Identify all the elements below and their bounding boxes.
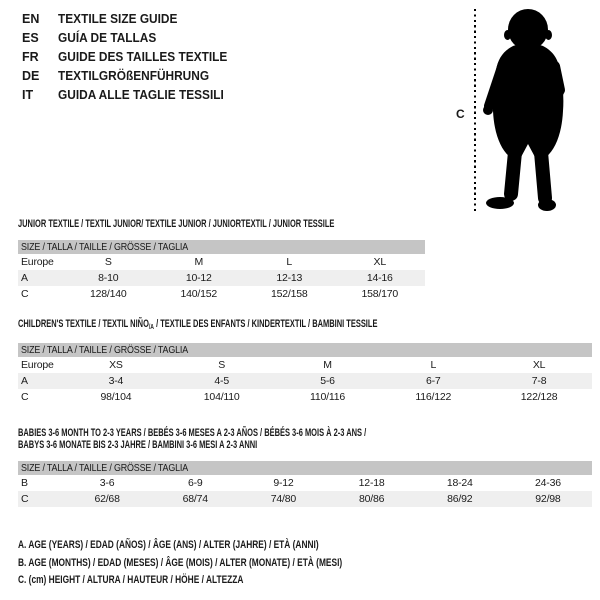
size-header-bar [18, 343, 592, 357]
row-cell: M [323, 359, 332, 371]
row-cell: 104/110 [203, 391, 240, 403]
row-cell: 18-24 [446, 477, 473, 489]
table-title: BABIES 3-6 MONTH TO 2-3 YEARS / BEBÉS 3-6 MESES A 2-3 AÑOS / BÉBÉS 3-6 MOIS À 2-3 ANS / BABYS 3-6 MONATE BIS 2-3 JAHRE / BAMBINI 3-6 MESI A 2-3 ANNI [18, 427, 367, 451]
row-cell: 3-4 [108, 375, 124, 387]
height-dotted-line [474, 9, 476, 211]
row-label: C [21, 391, 29, 403]
row-cell: S [218, 359, 226, 371]
row-label: Europe [21, 256, 54, 268]
row-cell: 5-6 [320, 375, 335, 387]
row-cell: 140/152 [180, 288, 218, 300]
row-cell: M [194, 256, 204, 268]
legend-line: B. AGE (MONTHS) / EDAD (MESES) / ÂGE (MOIS) / ALTER (MONATE) / ETÀ (MESI) [18, 556, 343, 569]
legend-line: C. (cm) HEIGHT / ALTURA / HAUTEUR / HÖHE / ALTEZZA [18, 574, 244, 586]
row-cell: 92/98 [535, 493, 561, 505]
language-title: TEXTILGRÖßENFÜHRUNG [58, 69, 210, 83]
language-title: GUÍA DE TALLAS [58, 31, 157, 45]
language-code: FR [22, 50, 39, 64]
size-header-label: SIZE / TALLA / TAILLE / GRÖSSE / TAGLIA [21, 344, 188, 356]
language-row [22, 10, 236, 29]
size-table-block [18, 318, 592, 405]
row-cell: 12-18 [358, 477, 385, 489]
row-cell: 110/116 [309, 391, 345, 403]
row-cell: 128/140 [89, 288, 127, 300]
row-cell: 74/80 [270, 493, 297, 505]
size-table [18, 343, 592, 405]
row-cell: S [104, 256, 112, 268]
table-row [18, 254, 425, 270]
language-title: GUIDA ALLE TAGLIE TESSILI [58, 88, 224, 102]
row-cell: 122/128 [520, 391, 558, 403]
tables-area [18, 218, 592, 590]
size-header-label: SIZE / TALLA / TAILLE / GRÖSSE / TAGLIA [21, 241, 188, 253]
table-title: CHILDREN'S TEXTILE / TEXTIL $NIÑO_{/A}$ / TEXTILE DES ENFANTS / KINDERTEXTIL / BAMBINI TESSILE [18, 318, 378, 331]
language-code: IT [22, 88, 34, 102]
row-label: B [21, 477, 28, 489]
language-code: EN [22, 12, 40, 26]
table-row [18, 389, 592, 405]
table-row [18, 357, 592, 373]
row-cell: 4-5 [214, 375, 229, 387]
row-cell: 8-10 [98, 272, 119, 284]
legend [18, 537, 592, 590]
size-header-bar [18, 461, 592, 475]
row-cell: 7-8 [531, 375, 547, 387]
row-cell: 9-12 [273, 477, 294, 489]
row-cell: 6-7 [426, 375, 441, 387]
row-cell: 14-16 [366, 272, 393, 284]
row-cell: L [430, 359, 437, 371]
row-cell: 3-6 [99, 477, 115, 489]
row-cell: 116/122 [415, 391, 452, 403]
table-title: JUNIOR TEXTILE / TEXTIL JUNIOR/ TEXTILE JUNIOR / JUNIORTEXTIL / JUNIOR TESSILE [18, 218, 335, 230]
row-cell: 10-12 [185, 272, 212, 284]
table-row [18, 373, 592, 389]
row-cell: 12-13 [276, 272, 303, 284]
table-row [18, 475, 592, 491]
language-code: ES [22, 31, 39, 45]
row-cell: 98/104 [100, 391, 132, 403]
row-label: A [21, 272, 28, 284]
row-cell: L [286, 256, 293, 268]
table-row [18, 286, 425, 302]
language-row [22, 67, 236, 86]
size-table [18, 461, 592, 507]
legend-line: A. AGE (YEARS) / EDAD (AÑOS) / ÂGE (ANS) / ALTER (JAHRE) / ETÀ (ANNI) [18, 539, 319, 551]
row-cell: 62/68 [94, 493, 120, 505]
row-cell: 152/158 [270, 288, 308, 300]
row-cell: 24-36 [535, 477, 561, 489]
row-label: C [21, 288, 29, 300]
baby-silhouette-icon [481, 6, 573, 214]
table-row [18, 270, 425, 286]
size-header-label: SIZE / TALLA / TAILLE / GRÖSSE / TAGLIA [21, 462, 188, 474]
language-code: DE [22, 69, 40, 83]
row-cell: 6-9 [187, 477, 203, 489]
height-measure-label: C [456, 107, 465, 121]
size-table-block [18, 218, 592, 302]
language-title: GUIDE DES TAILLES TEXTILE [58, 50, 228, 64]
row-cell: 158/170 [361, 288, 399, 300]
size-header-bar [18, 240, 425, 254]
language-title: TEXTILE SIZE GUIDE [58, 12, 178, 26]
row-label: A [21, 375, 28, 387]
language-row [22, 48, 236, 67]
language-row [22, 86, 236, 105]
size-table-block [18, 427, 592, 507]
row-cell: 80/86 [358, 493, 385, 505]
language-row [22, 29, 236, 48]
size-table [18, 240, 425, 302]
row-cell: XS [109, 359, 123, 371]
language-list [22, 10, 236, 105]
row-cell: 68/74 [182, 493, 208, 505]
row-label: C [21, 493, 29, 505]
row-cell: XL [373, 256, 386, 268]
row-cell: 86/92 [447, 493, 473, 505]
row-label: Europe [21, 359, 54, 371]
row-cell: XL [532, 359, 546, 371]
table-row [18, 491, 592, 507]
tables-list [18, 218, 592, 507]
